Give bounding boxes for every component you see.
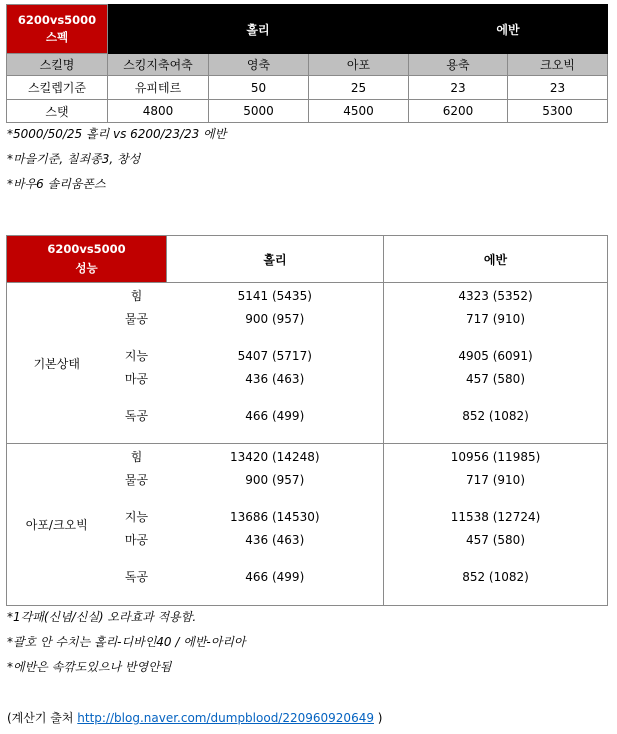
performance-tag [7,236,167,283]
section-apo [7,444,608,606]
stat-value: 466 (499) [245,409,305,423]
performance-header-holy: 홀리 [167,236,384,283]
stat-name: 독공 [124,409,149,423]
stat-value: 13686 (14530) [230,510,320,524]
evan-values [384,283,608,444]
spec-row [7,100,608,123]
spec-cell: 스킬명 [7,54,108,76]
spec-cell: 50 [209,76,309,100]
stat-value: 5407 (5717) [237,349,312,363]
spec-header-evan: 에반 [409,5,608,54]
stat-value: 4323 (5352) [458,289,533,303]
spec-notes [7,122,226,197]
performance-header-evan: 에반 [384,236,608,283]
stat-value: 717 (910) [466,312,526,326]
spec-tag-line1: 6200vs5000 [17,13,97,27]
spec-cell: 용축 [409,54,508,76]
credit-prefix: (계산기 출처 [7,711,78,725]
stat-value: 13420 (14248) [230,450,320,464]
stat-names [107,283,167,444]
stat-value: 900 (957) [245,473,305,487]
performance-notes [7,605,246,680]
stat-value: 11538 (12724) [450,510,541,524]
stat-name: 물공 [124,312,149,326]
spec-cell: 4500 [309,100,409,123]
spec-header-holy: 홀리 [108,5,409,54]
spec-header-row [7,54,608,76]
note-line: *5000/50/25 홀리 vs 6200/23/23 에반 [7,127,227,141]
spec-cell: 5000 [209,100,309,123]
note-line: *1각패(신념/신실) 오라효과 적용함. [7,610,197,624]
stat-value: 900 (957) [245,312,305,326]
section-base [7,283,608,444]
stat-value: 10956 (11985) [450,450,541,464]
source-credit [7,708,382,728]
spec-cell: 23 [508,76,608,100]
spec-tag [7,5,108,54]
performance-tag-line1: 6200vs5000 [47,242,126,256]
stat-value: 852 (1082) [462,409,529,423]
spec-cell: 6200 [409,100,508,123]
stat-value: 852 (1082) [462,570,529,584]
evan-values [384,444,608,606]
spec-cell: 스탯 [7,100,108,123]
stat-name: 독공 [124,570,149,584]
stat-value: 466 (499) [245,570,305,584]
spec-cell: 4800 [108,100,209,123]
stat-names [107,444,167,606]
stat-name: 물공 [124,473,149,487]
spec-row [7,76,608,100]
stat-name: 지능 [124,510,149,524]
stat-name: 마공 [124,372,149,386]
stat-value: 457 (580) [466,372,526,386]
note-line: *에반은 속깎도있으나 반영안됨 [7,660,172,674]
stat-name: 지능 [124,349,149,363]
stat-value: 436 (463) [245,533,305,547]
credit-suffix: ) [373,711,383,725]
spec-cell: 23 [409,76,508,100]
spec-cell: 스킹지축여축 [108,54,209,76]
spec-cell: 5300 [508,100,608,123]
stat-name: 힘 [130,289,143,303]
spec-cell: 25 [309,76,409,100]
section-label: 아포/크오빅 [7,444,107,606]
stat-name: 마공 [124,533,149,547]
spec-cell: 영축 [209,54,309,76]
spec-cell: 크오빅 [508,54,608,76]
performance-table [6,235,608,606]
stat-value: 717 (910) [466,473,526,487]
source-link[interactable]: http://blog.naver.com/dumpblood/220960920649 [77,711,374,725]
stat-value: 436 (463) [245,372,305,386]
section-label: 기본상태 [7,283,107,444]
spec-cell: 아포 [309,54,409,76]
stat-value: 5141 (5435) [237,289,312,303]
stat-value: 457 (580) [466,533,526,547]
note-line: *마을기준, 칠죄종3, 창성 [7,152,141,166]
stat-value: 4905 (6091) [458,349,533,363]
performance-tag-line2: 성능 [75,261,98,275]
note-line: *바우6 솔리움폰스 [7,177,106,191]
stat-name: 힘 [130,450,143,464]
spec-tag-line2: 스펙 [45,30,69,44]
spec-cell: 스킬렙기준 [7,76,108,100]
spec-table [6,4,608,123]
holy-values [167,283,384,444]
holy-values [167,444,384,606]
note-line: *괄호 안 수치는 홀리-디바인40 / 에반-아리아 [7,635,246,649]
spec-cell: 유피테르 [108,76,209,100]
